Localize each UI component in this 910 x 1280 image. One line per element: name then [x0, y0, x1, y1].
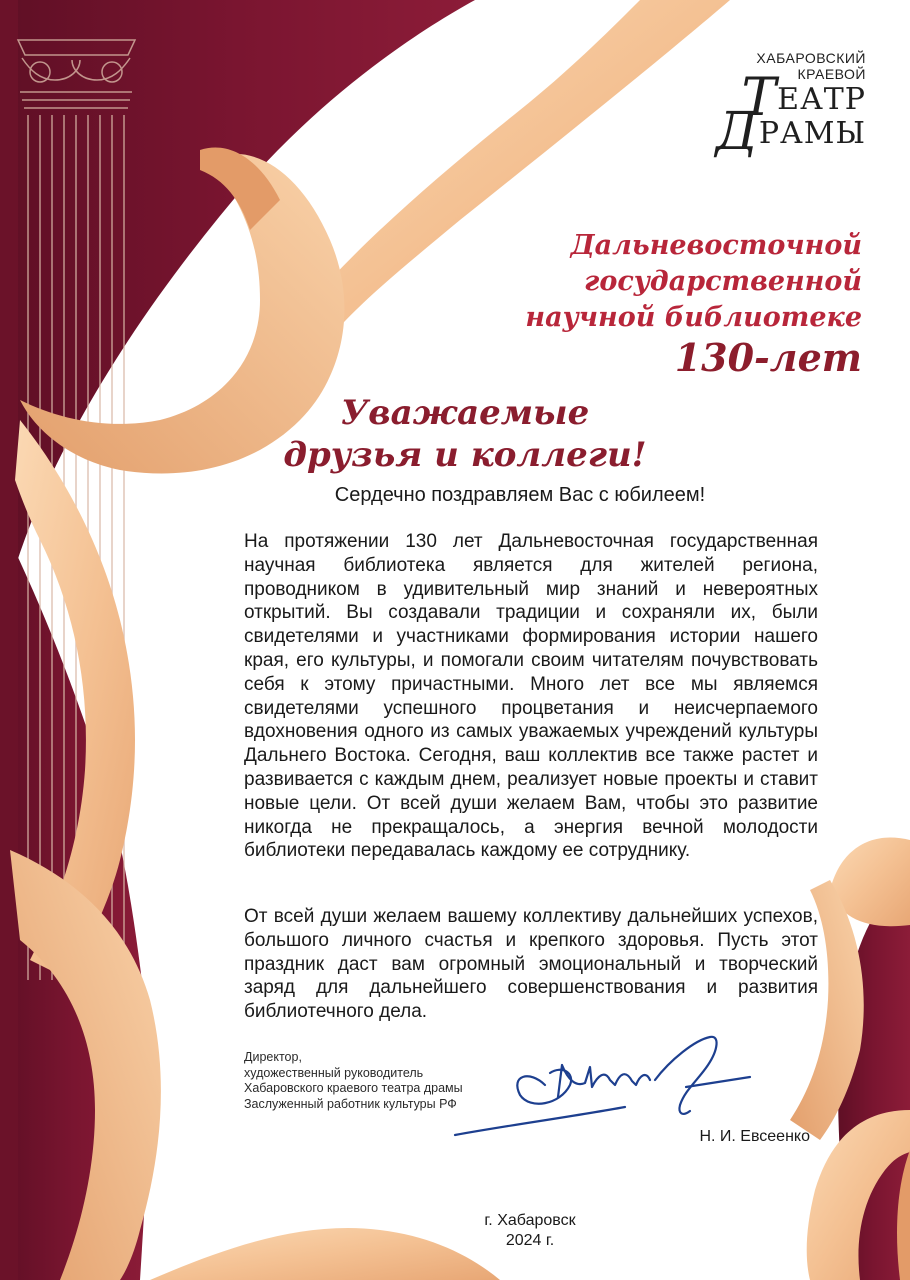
greeting-line-1: Уважаемые [340, 393, 590, 433]
logo-word-1: ТЕАТР [741, 68, 866, 128]
city: г. Хабаровск [484, 1212, 576, 1229]
dedication-years: 130-лет [674, 335, 862, 380]
greeting-heading [240, 392, 690, 476]
signer-title-line: Директор, [244, 1050, 302, 1064]
signer-title-line: Заслуженный работник культуры РФ [244, 1096, 457, 1111]
dedication-line-3: научной библиотеке [525, 302, 862, 333]
signer-name: Н. И. Евсеенко [699, 1128, 810, 1145]
logo-line-2: КРАЕВОЙ [797, 66, 866, 82]
place-and-date [430, 1211, 630, 1251]
year: 2024 г. [505, 1232, 555, 1249]
logo-line-1: ХАБАРОВСКИЙ [756, 50, 866, 66]
dedication-line-2: государственной [584, 266, 862, 297]
signer-title-line: Хабаровского краевого театра драмы [244, 1081, 463, 1095]
greeting-line-2: друзья и коллеги! [283, 435, 647, 475]
theatre-logo [666, 50, 866, 162]
congratulation-subtitle: Сердечно поздравляем Вас с юбилеем! [334, 484, 706, 506]
logo-word-2: ДРАМЫ [715, 102, 866, 162]
dedication-title [442, 228, 862, 380]
dedication-line-1: Дальневосточной [570, 230, 862, 261]
body-paragraph-2: От всей души желаем вашему коллективу дальнейших успехов, большого личного счастья и крепкого здоровья. Пусть этот праздник даст вам огромный эмоциональный и творческий заряд для дальнейшего совершенствования и развития библиотечного дела. [244, 906, 818, 1023]
handwritten-signature [450, 1025, 770, 1145]
body-paragraph-1: На протяжении 130 лет Дальневосточная государственная научная библиотека является для жителей региона, проводником в удивительный мир знаний и невероятных открытий. Вы создавали традиции и сохраняли их, были свидетелями и участниками формирования истории нашего края, его культуры, и помогали своим читателям почувствовать себя к этому причастными. Много лет все мы являемся свидетелями успешного процветания и неисчерпаемого вдохновения одного из самых уважаемых учреждений культуры Дальнего Востока. Сегодня, ваш коллектив все также растет и развивается с каждым днем, реализует новые проекты и ставит новые цели. От всей души желаем Вам, чтобы это развитие никогда не прекращалось, а энергия вечной молодости библиотеки передавалась каждому ее сотруднику. [244, 531, 818, 862]
signer-title-line: художественный руководитель [244, 1065, 424, 1080]
